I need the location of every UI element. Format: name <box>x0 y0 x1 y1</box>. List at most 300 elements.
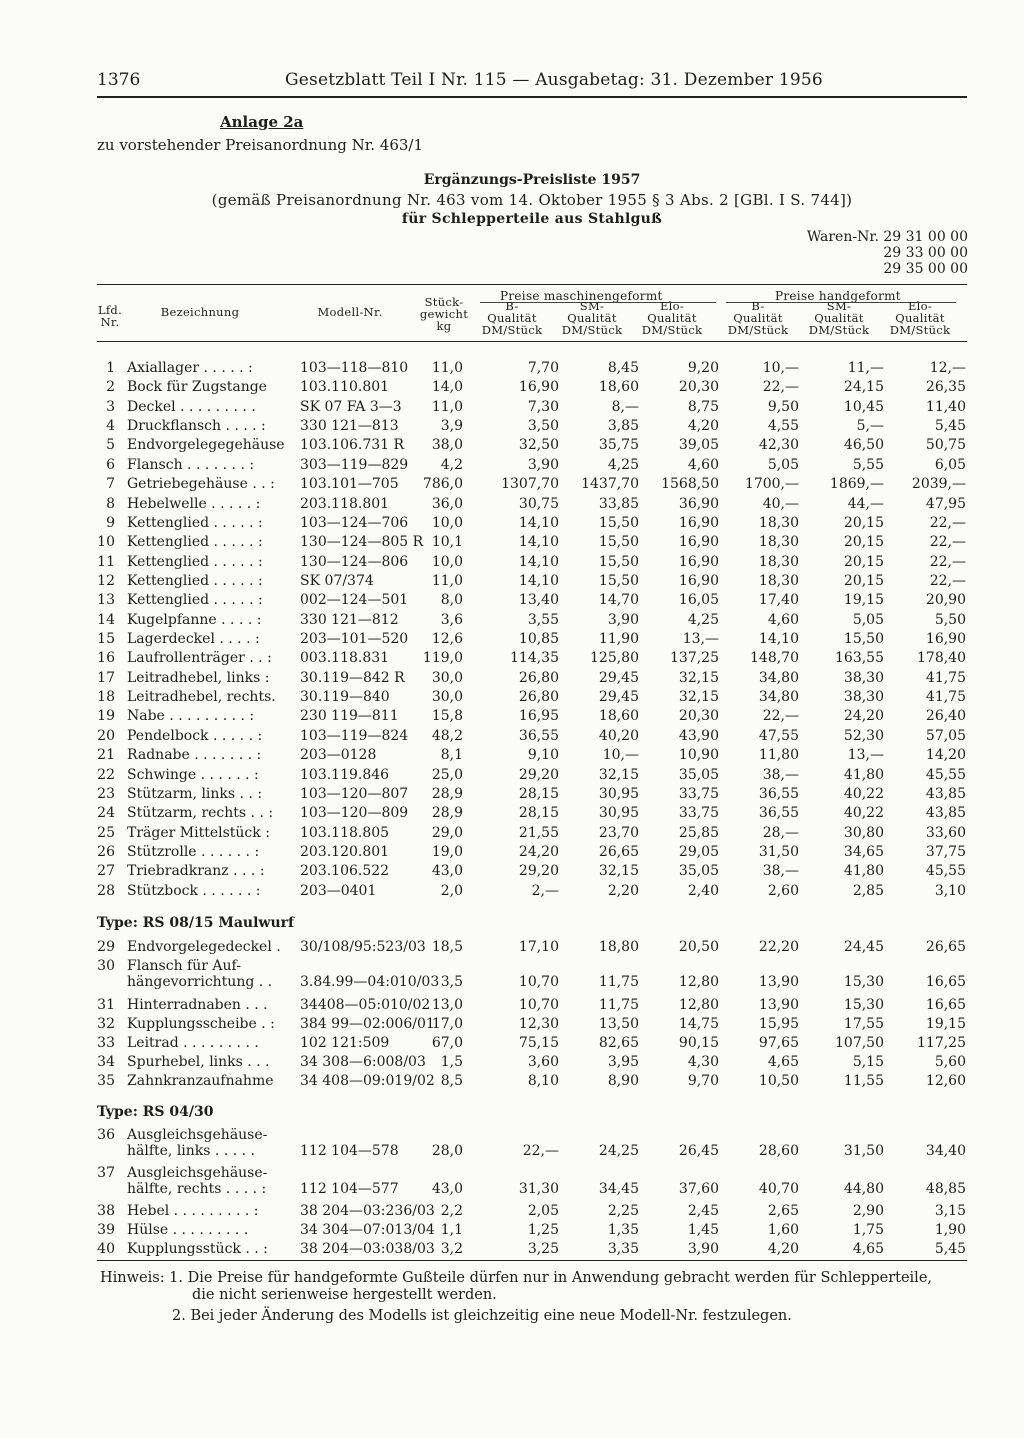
header-h-elo: Elo- Qualität DM/Stück <box>889 299 951 337</box>
row-price: 4,25 <box>607 456 639 473</box>
row-price: 11,80 <box>758 747 799 764</box>
row-modell: 103.101—705 <box>300 476 399 493</box>
row-gewicht: 8,5 <box>440 1073 463 1090</box>
row-price: 41,80 <box>843 766 884 783</box>
header-m-sm: SM- Qualität DM/Stück <box>561 299 623 337</box>
row-price: 1568,50 <box>661 476 719 493</box>
row-gewicht: 10,0 <box>431 514 463 531</box>
row-price: 148,70 <box>750 650 799 667</box>
row-price: 22,— <box>929 514 966 531</box>
row-price: 9,20 <box>687 360 719 376</box>
row-price: 44,— <box>847 495 884 512</box>
row-price: 29,45 <box>598 689 639 706</box>
row-price: 13,90 <box>758 974 799 991</box>
row-number: 23 <box>97 785 115 802</box>
row-price: 31,50 <box>843 1143 884 1159</box>
row-price: 41,75 <box>925 689 966 706</box>
row-bezeichnung: Flansch . . . . . . . : <box>127 456 255 473</box>
table-top-rule <box>97 284 967 285</box>
row-bezeichnung: Triebradkranz . . . : <box>127 863 265 880</box>
row-price: 35,05 <box>678 863 719 880</box>
row-price: 16,95 <box>518 708 559 725</box>
row-gewicht: 30,0 <box>431 669 463 686</box>
hinweis-line-1: Hinweis: 1. Die Preise für handgeformte Gußteile dürfen nur in Anwendung gebracht werden für Schlepperteile, <box>100 1270 933 1286</box>
row-price: 28,15 <box>518 785 559 802</box>
row-price: 32,15 <box>598 766 639 783</box>
row-price: 1,35 <box>607 1222 639 1238</box>
row-price: 4,55 <box>767 418 799 435</box>
row-price: 15,50 <box>598 553 639 570</box>
row-price: 10,50 <box>758 1073 799 1090</box>
row-number: 12 <box>97 572 115 589</box>
table-bottom-rule <box>97 1260 967 1261</box>
row-bezeichnung: Kugelpfanne . . . . : <box>127 611 262 628</box>
row-price: 11,75 <box>598 996 639 1013</box>
row-price: 22,— <box>762 379 799 396</box>
row-price: 24,15 <box>843 379 884 396</box>
row-price: 13,50 <box>598 1015 639 1032</box>
row-bezeichnung: Stützbock . . . . . . : <box>127 882 261 899</box>
row-price: 8,90 <box>607 1073 639 1090</box>
row-price: 3,90 <box>687 1241 719 1257</box>
row-price: 18,30 <box>758 572 799 589</box>
row-price: 33,75 <box>678 805 719 822</box>
row-gewicht: 2,0 <box>440 882 463 899</box>
row-bezeichnung: Druckflansch . . . . : <box>127 418 266 435</box>
row-gewicht: 3,9 <box>440 418 463 435</box>
row-price: 36,55 <box>758 785 799 802</box>
row-price: 43,85 <box>925 805 966 822</box>
row-gewicht: 8,1 <box>440 747 463 764</box>
row-price: 18,30 <box>758 534 799 551</box>
row-price: 18,60 <box>598 708 639 725</box>
row-price: 38,— <box>762 863 799 880</box>
row-price: 2,45 <box>687 1203 719 1219</box>
row-price: 7,30 <box>527 398 559 415</box>
row-modell: 203—101—520 <box>300 631 409 648</box>
row-price: 10,85 <box>518 631 559 648</box>
row-price: 20,30 <box>678 379 719 396</box>
row-bezeichnung: Kupplungsscheibe . : <box>127 1015 275 1032</box>
row-price: 20,30 <box>678 708 719 725</box>
row-price: 57,05 <box>925 727 966 744</box>
row-price: 32,15 <box>678 689 719 706</box>
row-price: 19,15 <box>843 592 884 609</box>
row-modell: 103.106.731 R <box>300 437 405 454</box>
row-bezeichnung: Flansch für Auf- hängevorrichtung . . <box>127 958 273 991</box>
row-number: 1 <box>106 360 115 376</box>
row-price: 15,50 <box>598 534 639 551</box>
row-gewicht: 48,2 <box>431 727 463 744</box>
row-bezeichnung: Kettenglied . . . . . : <box>127 592 263 609</box>
row-modell: 130—124—806 <box>300 553 409 570</box>
row-price: 30,80 <box>843 824 884 841</box>
row-bezeichnung: Träger Mittelstück : <box>127 824 270 841</box>
row-number: 20 <box>97 727 115 744</box>
row-price: 3,60 <box>527 1054 559 1071</box>
row-price: 90,15 <box>678 1035 719 1051</box>
header-group-maschine: Preise maschinengeformt <box>500 289 663 303</box>
row-price: 5,55 <box>852 456 884 473</box>
row-price: 18,80 <box>598 939 639 955</box>
row-price: 24,25 <box>598 1143 639 1159</box>
row-gewicht: 4,2 <box>440 456 463 473</box>
row-price: 4,20 <box>767 1241 799 1257</box>
header-m-b: B- Qualität DM/Stück <box>481 299 543 337</box>
row-price: 11,75 <box>598 974 639 991</box>
row-number: 16 <box>97 650 115 667</box>
row-price: 1,90 <box>934 1222 966 1238</box>
row-price: 2,90 <box>852 1203 884 1219</box>
row-number: 7 <box>106 476 115 493</box>
row-price: 9,70 <box>687 1073 719 1090</box>
row-price: 3,35 <box>607 1241 639 1257</box>
header-rule <box>97 96 967 98</box>
row-price: 16,90 <box>678 572 719 589</box>
row-number: 29 <box>97 939 115 955</box>
row-bezeichnung: Getriebegehäuse . . : <box>127 476 275 493</box>
row-price: 114,35 <box>510 650 559 667</box>
row-price: 26,40 <box>925 708 966 725</box>
row-number: 21 <box>97 747 115 764</box>
row-price: 48,85 <box>925 1181 966 1197</box>
row-gewicht: 1,5 <box>440 1054 463 1071</box>
row-price: 2,20 <box>607 882 639 899</box>
row-bezeichnung: Kettenglied . . . . . : <box>127 534 263 551</box>
row-price: 20,15 <box>843 572 884 589</box>
row-price: 36,90 <box>678 495 719 512</box>
row-price: 36,55 <box>518 727 559 744</box>
row-modell: 303—119—829 <box>300 456 409 473</box>
row-price: 20,90 <box>925 592 966 609</box>
row-price: 45,55 <box>925 766 966 783</box>
row-number: 22 <box>97 766 115 783</box>
row-number: 6 <box>106 456 115 473</box>
row-gewicht: 28,0 <box>431 1143 463 1159</box>
row-price: 15,30 <box>843 996 884 1013</box>
row-price: 5,05 <box>852 611 884 628</box>
row-price: 37,60 <box>678 1181 719 1197</box>
row-price: 9,50 <box>767 398 799 415</box>
row-price: 16,90 <box>678 553 719 570</box>
row-gewicht: 67,0 <box>431 1035 463 1051</box>
row-number: 11 <box>97 553 115 570</box>
row-bezeichnung: Kupplungsstück . . : <box>127 1241 268 1257</box>
row-number: 18 <box>97 689 115 706</box>
row-price: 14,10 <box>758 631 799 648</box>
row-price: 24,20 <box>518 844 559 860</box>
row-bezeichnung: Schwinge . . . . . . : <box>127 766 259 783</box>
row-price: 40,22 <box>843 805 884 822</box>
row-price: 3,95 <box>607 1054 639 1071</box>
row-bezeichnung: Nabe . . . . . . . . . : <box>127 708 255 725</box>
row-price: 30,95 <box>598 805 639 822</box>
list-title: Ergänzungs-Preisliste 1957 <box>423 172 641 188</box>
hinweis-line-3: 2. Bei jeder Änderung des Modells ist gleichzeitig eine neue Modell-Nr. festzulegen. <box>172 1308 792 1324</box>
table-header-rule <box>97 341 967 342</box>
row-price: 36,55 <box>758 805 799 822</box>
header-group-hand: Preise handgeformt <box>775 289 901 303</box>
row-modell: 112 104—578 <box>300 1143 399 1159</box>
row-price: 26,35 <box>925 379 966 396</box>
row-number: 25 <box>97 824 115 841</box>
row-price: 1,45 <box>687 1222 719 1238</box>
row-price: 13,40 <box>518 592 559 609</box>
row-price: 12,60 <box>925 1073 966 1090</box>
row-number: 34 <box>97 1054 115 1071</box>
row-modell: 002—124—501 <box>300 592 409 609</box>
row-gewicht: 15,8 <box>431 708 463 725</box>
row-price: 1700,— <box>744 476 799 493</box>
row-price: 20,15 <box>843 534 884 551</box>
row-gewicht: 18,5 <box>431 939 463 955</box>
row-modell: 38 204—03:038/03 <box>300 1241 435 1257</box>
row-modell: 230 119—811 <box>300 708 399 725</box>
row-modell: 203—0401 <box>300 882 377 899</box>
row-price: 2,— <box>531 882 559 899</box>
row-price: 8,45 <box>607 360 639 376</box>
row-price: 18,30 <box>758 514 799 531</box>
row-bezeichnung: Kettenglied . . . . . : <box>127 553 263 570</box>
row-price: 2,05 <box>527 1203 559 1219</box>
row-price: 2,65 <box>767 1203 799 1219</box>
row-price: 16,90 <box>925 631 966 648</box>
row-price: 20,15 <box>843 514 884 531</box>
row-gewicht: 19,0 <box>431 844 463 860</box>
row-price: 16,05 <box>678 592 719 609</box>
row-price: 24,20 <box>843 708 884 725</box>
hinweis-line-2: die nicht serienweise hergestellt werden. <box>192 1287 497 1303</box>
row-price: 40,— <box>762 495 799 512</box>
row-price: 2,60 <box>767 882 799 899</box>
row-price: 26,65 <box>598 844 639 860</box>
waren-line-1: Waren-Nr. 29 31 00 00 <box>806 229 968 245</box>
row-price: 1,25 <box>527 1222 559 1238</box>
row-bezeichnung: Leitrad . . . . . . . . . <box>127 1035 259 1051</box>
row-price: 16,65 <box>925 974 966 991</box>
row-price: 31,50 <box>758 844 799 860</box>
row-price: 40,20 <box>598 727 639 744</box>
row-price: 22,— <box>762 708 799 725</box>
row-price: 32,15 <box>598 863 639 880</box>
row-price: 17,10 <box>518 939 559 955</box>
row-price: 3,10 <box>934 882 966 899</box>
row-gewicht: 38,0 <box>431 437 463 454</box>
row-price: 40,70 <box>758 1181 799 1197</box>
row-price: 35,75 <box>598 437 639 454</box>
waren-line-3: 29 35 00 00 <box>883 261 968 277</box>
row-modell: 203.106.522 <box>300 863 390 880</box>
row-price: 38,30 <box>843 669 884 686</box>
row-number: 9 <box>106 514 115 531</box>
row-price: 14,10 <box>518 553 559 570</box>
row-number: 35 <box>97 1073 115 1090</box>
row-price: 22,— <box>929 553 966 570</box>
row-price: 125,80 <box>590 650 639 667</box>
row-price: 32,50 <box>518 437 559 454</box>
row-number: 15 <box>97 631 115 648</box>
row-bezeichnung: Axiallager . . . . . : <box>127 360 253 376</box>
row-price: 3,25 <box>527 1241 559 1257</box>
row-number: 33 <box>97 1035 115 1051</box>
row-price: 34,65 <box>843 844 884 860</box>
row-price: 117,25 <box>917 1035 966 1051</box>
row-bezeichnung: Pendelbock . . . . . : <box>127 727 263 744</box>
row-price: 1,75 <box>852 1222 884 1238</box>
row-number: 30 <box>97 958 115 975</box>
row-price: 4,60 <box>767 611 799 628</box>
row-bezeichnung: Laufrollenträger . . : <box>127 650 272 667</box>
row-gewicht: 30,0 <box>431 689 463 706</box>
row-price: 5,45 <box>934 418 966 435</box>
row-modell: 103—120—807 <box>300 785 409 802</box>
row-bezeichnung: Lagerdeckel . . . . : <box>127 631 260 648</box>
row-price: 10,70 <box>518 974 559 991</box>
row-bezeichnung: Stützarm, rechts . . : <box>127 805 274 822</box>
row-price: 22,— <box>929 572 966 589</box>
row-number: 39 <box>97 1222 115 1238</box>
row-number: 4 <box>106 418 115 435</box>
row-bezeichnung: Hinterradnaben . . . <box>127 996 268 1013</box>
row-modell: 103—118—810 <box>300 360 409 376</box>
row-price: 15,50 <box>598 572 639 589</box>
row-price: 5,05 <box>767 456 799 473</box>
row-gewicht: 8,0 <box>440 592 463 609</box>
row-gewicht: 3,6 <box>440 611 463 628</box>
row-bezeichnung: Hebelwelle . . . . . : <box>127 495 261 512</box>
row-modell: SK 07/374 <box>300 572 374 589</box>
row-price: 22,20 <box>758 939 799 955</box>
row-gewicht: 13,0 <box>431 996 463 1013</box>
row-price: 15,30 <box>843 974 884 991</box>
row-modell: 30.119—840 <box>300 689 390 706</box>
row-price: 29,45 <box>598 669 639 686</box>
row-price: 26,65 <box>925 939 966 955</box>
row-price: 18,60 <box>598 379 639 396</box>
row-gewicht: 11,0 <box>431 572 463 589</box>
row-price: 178,40 <box>917 650 966 667</box>
row-price: 41,80 <box>843 863 884 880</box>
row-price: 5,15 <box>852 1054 884 1071</box>
row-number: 40 <box>97 1241 115 1257</box>
row-modell: 3.84.99—04:010/03 <box>300 974 440 991</box>
row-price: 16,90 <box>678 514 719 531</box>
row-price: 25,85 <box>678 824 719 841</box>
row-price: 4,25 <box>687 611 719 628</box>
row-price: 3,85 <box>607 418 639 435</box>
page-header <box>97 70 967 96</box>
row-price: 29,05 <box>678 844 719 860</box>
row-price: 20,15 <box>843 553 884 570</box>
row-modell: 003.118.831 <box>300 650 390 667</box>
row-price: 5,45 <box>934 1241 966 1257</box>
row-price: 11,40 <box>925 398 966 415</box>
row-price: 43,90 <box>678 727 719 744</box>
row-number: 13 <box>97 592 115 609</box>
header-h-b: B- Qualität DM/Stück <box>727 299 789 337</box>
row-gewicht: 12,6 <box>431 631 463 648</box>
row-price: 4,60 <box>687 456 719 473</box>
row-price: 50,75 <box>925 437 966 454</box>
row-price: 82,65 <box>598 1035 639 1051</box>
row-price: 18,30 <box>758 553 799 570</box>
row-price: 10,— <box>762 360 799 376</box>
row-price: 40,22 <box>843 785 884 802</box>
row-price: 14,20 <box>925 747 966 764</box>
row-price: 23,70 <box>598 824 639 841</box>
row-bezeichnung: Radnabe . . . . . . . : <box>127 747 262 764</box>
row-price: 2,25 <box>607 1203 639 1219</box>
row-modell: 103—119—824 <box>300 727 409 744</box>
row-price: 28,15 <box>518 805 559 822</box>
header-bezeichnung: Bezeichnung <box>160 305 240 319</box>
row-bezeichnung: Kettenglied . . . . . : <box>127 514 263 531</box>
row-price: 19,15 <box>925 1015 966 1032</box>
row-price: 14,70 <box>598 592 639 609</box>
row-price: 26,80 <box>518 669 559 686</box>
row-price: 5,50 <box>934 611 966 628</box>
row-modell: SK 07 FA 3—3 <box>300 398 402 415</box>
row-price: 47,55 <box>758 727 799 744</box>
row-modell: 330 121—813 <box>300 418 399 435</box>
row-price: 8,10 <box>527 1073 559 1090</box>
row-price: 20,50 <box>678 939 719 955</box>
row-number: 3 <box>106 398 115 415</box>
row-price: 9,10 <box>527 747 559 764</box>
row-modell: 203.120.801 <box>300 844 390 860</box>
row-bezeichnung: Endvorgelegegehäuse <box>127 437 285 454</box>
row-price: 22,— <box>929 534 966 551</box>
anlage-label: Anlage 2a <box>220 113 304 131</box>
row-price: 14,10 <box>518 572 559 589</box>
row-price: 1307,70 <box>501 476 559 493</box>
row-modell: 34 308—6:008/03 <box>300 1054 426 1071</box>
row-price: 2,40 <box>687 882 719 899</box>
row-price: 28,60 <box>758 1143 799 1159</box>
row-bezeichnung: Zahnkranzaufnahme <box>127 1073 274 1090</box>
row-price: 12,— <box>929 360 966 376</box>
row-number: 10 <box>97 534 115 551</box>
row-bezeichnung: Kettenglied . . . . . : <box>127 572 263 589</box>
row-price: 16,90 <box>518 379 559 396</box>
row-price: 107,50 <box>835 1035 884 1051</box>
row-gewicht: 43,0 <box>431 1181 463 1197</box>
reference-line: zu vorstehender Preisanordnung Nr. 463/1 <box>97 136 424 154</box>
page-number: 1376 <box>97 70 141 90</box>
row-price: 3,55 <box>527 611 559 628</box>
row-price: 4,65 <box>767 1054 799 1071</box>
row-number: 38 <box>97 1203 115 1219</box>
row-gewicht: 11,0 <box>431 398 463 415</box>
row-price: 6,05 <box>934 456 966 473</box>
row-price: 8,75 <box>687 398 719 415</box>
row-price: 137,25 <box>670 650 719 667</box>
row-price: 34,80 <box>758 689 799 706</box>
row-modell: 38 204—03:236/03 <box>300 1203 435 1219</box>
row-number: 19 <box>97 708 115 725</box>
row-price: 8,— <box>611 398 639 415</box>
row-modell: 30/108/95:523/03 <box>300 939 426 955</box>
row-bezeichnung: Bock für Zugstange <box>127 379 267 396</box>
row-price: 16,65 <box>925 996 966 1013</box>
row-price: 7,70 <box>527 360 559 376</box>
row-number: 27 <box>97 863 115 880</box>
row-price: 17,40 <box>758 592 799 609</box>
row-price: 14,75 <box>678 1015 719 1032</box>
row-gewicht: 119,0 <box>422 650 463 667</box>
row-price: 31,30 <box>518 1181 559 1197</box>
row-gewicht: 10,1 <box>431 534 463 551</box>
